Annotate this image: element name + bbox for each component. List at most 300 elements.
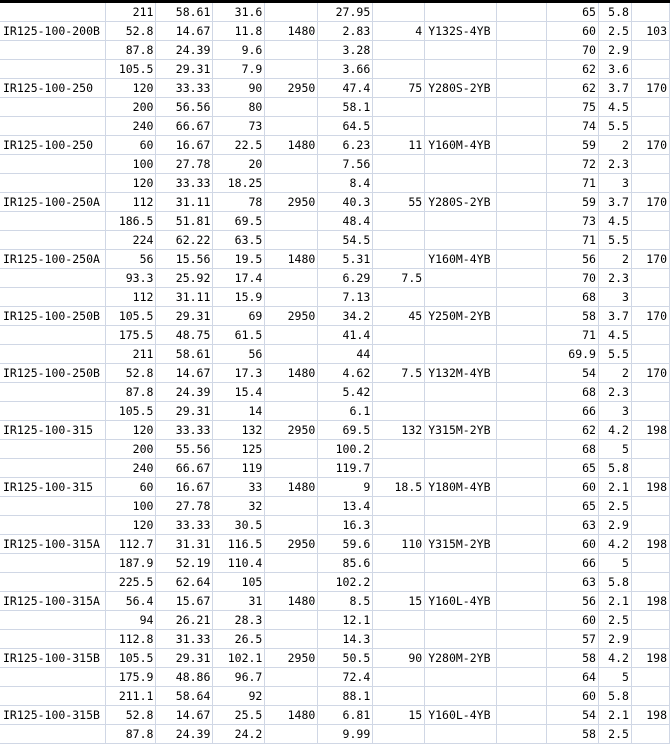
shaft-power-cell[interactable]: 5.31 — [318, 250, 373, 269]
model-cell[interactable] — [0, 41, 106, 60]
weight-cell[interactable]: 170 — [631, 250, 669, 269]
head-cell[interactable]: 63.5 — [213, 231, 265, 250]
speed-cell[interactable] — [265, 554, 318, 573]
model-cell[interactable]: IR125-100-200B — [0, 22, 106, 41]
head-cell[interactable]: 102.1 — [213, 649, 265, 668]
efficiency-cell[interactable]: 68 — [547, 288, 599, 307]
blank-cell[interactable] — [497, 3, 547, 22]
flow-m3h-cell[interactable]: 211.1 — [106, 687, 156, 706]
flow-m3h-cell[interactable]: 186.5 — [106, 212, 156, 231]
motor-model-cell[interactable] — [425, 440, 497, 459]
speed-cell[interactable] — [265, 231, 318, 250]
flow-m3h-cell[interactable]: 93.3 — [106, 269, 156, 288]
efficiency-cell[interactable]: 56 — [547, 250, 599, 269]
speed-cell[interactable]: 2950 — [265, 79, 318, 98]
motor-power-cell[interactable] — [373, 212, 425, 231]
motor-model-cell[interactable]: Y250M-2YB — [425, 307, 497, 326]
flow-ls-cell[interactable]: 62.64 — [156, 573, 213, 592]
efficiency-cell[interactable]: 66 — [547, 554, 599, 573]
npsh-cell[interactable]: 3 — [598, 288, 631, 307]
weight-cell[interactable]: 198 — [631, 535, 669, 554]
speed-cell[interactable]: 2950 — [265, 535, 318, 554]
flow-m3h-cell[interactable]: 56 — [106, 250, 156, 269]
flow-ls-cell[interactable]: 58.61 — [156, 345, 213, 364]
speed-cell[interactable] — [265, 687, 318, 706]
motor-model-cell[interactable] — [425, 288, 497, 307]
flow-ls-cell[interactable]: 26.21 — [156, 611, 213, 630]
shaft-power-cell[interactable]: 47.4 — [318, 79, 373, 98]
flow-ls-cell[interactable]: 25.92 — [156, 269, 213, 288]
shaft-power-cell[interactable]: 40.3 — [318, 193, 373, 212]
flow-m3h-cell[interactable]: 60 — [106, 478, 156, 497]
model-cell[interactable]: IR125-100-250A — [0, 193, 106, 212]
flow-ls-cell[interactable]: 66.67 — [156, 459, 213, 478]
blank-cell[interactable] — [497, 174, 547, 193]
motor-power-cell[interactable] — [373, 554, 425, 573]
head-cell[interactable]: 73 — [213, 117, 265, 136]
flow-m3h-cell[interactable]: 112 — [106, 193, 156, 212]
shaft-power-cell[interactable]: 8.4 — [318, 174, 373, 193]
model-cell[interactable] — [0, 554, 106, 573]
head-cell[interactable]: 116.5 — [213, 535, 265, 554]
shaft-power-cell[interactable]: 100.2 — [318, 440, 373, 459]
motor-model-cell[interactable] — [425, 41, 497, 60]
flow-ls-cell[interactable]: 33.33 — [156, 174, 213, 193]
head-cell[interactable]: 110.4 — [213, 554, 265, 573]
blank-cell[interactable] — [497, 497, 547, 516]
motor-model-cell[interactable] — [425, 497, 497, 516]
blank-cell[interactable] — [497, 117, 547, 136]
weight-cell[interactable] — [631, 725, 669, 744]
weight-cell[interactable] — [631, 383, 669, 402]
blank-cell[interactable] — [497, 136, 547, 155]
motor-power-cell[interactable] — [373, 573, 425, 592]
motor-power-cell[interactable] — [373, 41, 425, 60]
motor-power-cell[interactable] — [373, 231, 425, 250]
head-cell[interactable]: 26.5 — [213, 630, 265, 649]
flow-m3h-cell[interactable]: 200 — [106, 440, 156, 459]
flow-ls-cell[interactable]: 29.31 — [156, 649, 213, 668]
blank-cell[interactable] — [497, 269, 547, 288]
npsh-cell[interactable]: 5.5 — [598, 345, 631, 364]
blank-cell[interactable] — [497, 573, 547, 592]
flow-ls-cell[interactable]: 31.11 — [156, 288, 213, 307]
motor-power-cell[interactable] — [373, 155, 425, 174]
model-cell[interactable] — [0, 269, 106, 288]
npsh-cell[interactable]: 2 — [598, 136, 631, 155]
head-cell[interactable]: 92 — [213, 687, 265, 706]
npsh-cell[interactable]: 3.7 — [598, 193, 631, 212]
blank-cell[interactable] — [497, 554, 547, 573]
npsh-cell[interactable]: 3 — [598, 402, 631, 421]
speed-cell[interactable]: 2950 — [265, 307, 318, 326]
speed-cell[interactable]: 1480 — [265, 22, 318, 41]
head-cell[interactable]: 61.5 — [213, 326, 265, 345]
weight-cell[interactable]: 170 — [631, 79, 669, 98]
motor-power-cell[interactable] — [373, 668, 425, 687]
motor-power-cell[interactable] — [373, 440, 425, 459]
weight-cell[interactable] — [631, 269, 669, 288]
model-cell[interactable] — [0, 155, 106, 174]
flow-m3h-cell[interactable]: 100 — [106, 497, 156, 516]
head-cell[interactable]: 24.2 — [213, 725, 265, 744]
model-cell[interactable] — [0, 212, 106, 231]
motor-model-cell[interactable] — [425, 155, 497, 174]
efficiency-cell[interactable]: 65 — [547, 497, 599, 516]
weight-cell[interactable] — [631, 155, 669, 174]
npsh-cell[interactable]: 4.5 — [598, 98, 631, 117]
motor-model-cell[interactable]: Y280S-2YB — [425, 79, 497, 98]
shaft-power-cell[interactable]: 3.66 — [318, 60, 373, 79]
efficiency-cell[interactable]: 58 — [547, 649, 599, 668]
blank-cell[interactable] — [497, 41, 547, 60]
weight-cell[interactable] — [631, 231, 669, 250]
weight-cell[interactable] — [631, 326, 669, 345]
flow-ls-cell[interactable]: 48.75 — [156, 326, 213, 345]
efficiency-cell[interactable]: 60 — [547, 687, 599, 706]
flow-ls-cell[interactable]: 27.78 — [156, 155, 213, 174]
head-cell[interactable]: 32 — [213, 497, 265, 516]
shaft-power-cell[interactable]: 58.1 — [318, 98, 373, 117]
model-cell[interactable] — [0, 174, 106, 193]
efficiency-cell[interactable]: 63 — [547, 516, 599, 535]
flow-ls-cell[interactable]: 29.31 — [156, 402, 213, 421]
shaft-power-cell[interactable]: 8.5 — [318, 592, 373, 611]
blank-cell[interactable] — [497, 668, 547, 687]
shaft-power-cell[interactable]: 72.4 — [318, 668, 373, 687]
flow-ls-cell[interactable]: 31.33 — [156, 630, 213, 649]
speed-cell[interactable] — [265, 611, 318, 630]
shaft-power-cell[interactable]: 13.4 — [318, 497, 373, 516]
flow-m3h-cell[interactable]: 240 — [106, 117, 156, 136]
motor-model-cell[interactable] — [425, 117, 497, 136]
blank-cell[interactable] — [497, 155, 547, 174]
motor-model-cell[interactable] — [425, 269, 497, 288]
npsh-cell[interactable]: 2.5 — [598, 611, 631, 630]
flow-m3h-cell[interactable]: 94 — [106, 611, 156, 630]
weight-cell[interactable]: 170 — [631, 307, 669, 326]
weight-cell[interactable] — [631, 402, 669, 421]
motor-power-cell[interactable] — [373, 98, 425, 117]
weight-cell[interactable] — [631, 3, 669, 22]
shaft-power-cell[interactable]: 64.5 — [318, 117, 373, 136]
speed-cell[interactable]: 2950 — [265, 193, 318, 212]
shaft-power-cell[interactable]: 85.6 — [318, 554, 373, 573]
shaft-power-cell[interactable]: 16.3 — [318, 516, 373, 535]
blank-cell[interactable] — [497, 649, 547, 668]
weight-cell[interactable]: 198 — [631, 421, 669, 440]
motor-power-cell[interactable] — [373, 459, 425, 478]
flow-ls-cell[interactable]: 27.78 — [156, 497, 213, 516]
blank-cell[interactable] — [497, 630, 547, 649]
model-cell[interactable] — [0, 98, 106, 117]
flow-m3h-cell[interactable]: 60 — [106, 136, 156, 155]
speed-cell[interactable] — [265, 288, 318, 307]
flow-ls-cell[interactable]: 16.67 — [156, 136, 213, 155]
blank-cell[interactable] — [497, 687, 547, 706]
blank-cell[interactable] — [497, 231, 547, 250]
motor-power-cell[interactable]: 15 — [373, 592, 425, 611]
npsh-cell[interactable]: 2.1 — [598, 706, 631, 725]
weight-cell[interactable] — [631, 459, 669, 478]
speed-cell[interactable] — [265, 668, 318, 687]
speed-cell[interactable] — [265, 326, 318, 345]
speed-cell[interactable]: 2950 — [265, 421, 318, 440]
speed-cell[interactable] — [265, 60, 318, 79]
motor-model-cell[interactable] — [425, 668, 497, 687]
blank-cell[interactable] — [497, 326, 547, 345]
motor-model-cell[interactable] — [425, 3, 497, 22]
weight-cell[interactable] — [631, 60, 669, 79]
efficiency-cell[interactable]: 59 — [547, 136, 599, 155]
flow-ls-cell[interactable]: 48.86 — [156, 668, 213, 687]
flow-ls-cell[interactable]: 16.67 — [156, 478, 213, 497]
speed-cell[interactable]: 2950 — [265, 649, 318, 668]
speed-cell[interactable] — [265, 459, 318, 478]
shaft-power-cell[interactable]: 59.6 — [318, 535, 373, 554]
npsh-cell[interactable]: 2.3 — [598, 269, 631, 288]
weight-cell[interactable]: 170 — [631, 364, 669, 383]
model-cell[interactable]: IR125-100-315 — [0, 421, 106, 440]
head-cell[interactable]: 125 — [213, 440, 265, 459]
flow-m3h-cell[interactable]: 105.5 — [106, 649, 156, 668]
motor-power-cell[interactable] — [373, 174, 425, 193]
head-cell[interactable]: 105 — [213, 573, 265, 592]
weight-cell[interactable] — [631, 516, 669, 535]
blank-cell[interactable] — [497, 725, 547, 744]
model-cell[interactable] — [0, 117, 106, 136]
motor-power-cell[interactable]: 7.5 — [373, 364, 425, 383]
shaft-power-cell[interactable]: 27.95 — [318, 3, 373, 22]
model-cell[interactable] — [0, 459, 106, 478]
flow-ls-cell[interactable]: 33.33 — [156, 516, 213, 535]
efficiency-cell[interactable]: 65 — [547, 459, 599, 478]
npsh-cell[interactable]: 5.8 — [598, 3, 631, 22]
motor-model-cell[interactable] — [425, 611, 497, 630]
head-cell[interactable]: 30.5 — [213, 516, 265, 535]
efficiency-cell[interactable]: 66 — [547, 402, 599, 421]
efficiency-cell[interactable]: 73 — [547, 212, 599, 231]
model-cell[interactable] — [0, 326, 106, 345]
blank-cell[interactable] — [497, 706, 547, 725]
model-cell[interactable] — [0, 288, 106, 307]
weight-cell[interactable] — [631, 554, 669, 573]
speed-cell[interactable] — [265, 117, 318, 136]
weight-cell[interactable]: 198 — [631, 478, 669, 497]
efficiency-cell[interactable]: 68 — [547, 440, 599, 459]
flow-m3h-cell[interactable]: 112.7 — [106, 535, 156, 554]
model-cell[interactable]: IR125-100-250 — [0, 79, 106, 98]
blank-cell[interactable] — [497, 288, 547, 307]
flow-m3h-cell[interactable]: 200 — [106, 98, 156, 117]
flow-m3h-cell[interactable]: 52.8 — [106, 364, 156, 383]
head-cell[interactable]: 18.25 — [213, 174, 265, 193]
motor-model-cell[interactable] — [425, 725, 497, 744]
blank-cell[interactable] — [497, 250, 547, 269]
model-cell[interactable]: IR125-100-315B — [0, 706, 106, 725]
weight-cell[interactable] — [631, 288, 669, 307]
weight-cell[interactable]: 198 — [631, 649, 669, 668]
flow-ls-cell[interactable]: 62.22 — [156, 231, 213, 250]
motor-power-cell[interactable]: 4 — [373, 22, 425, 41]
flow-ls-cell[interactable]: 14.67 — [156, 706, 213, 725]
flow-m3h-cell[interactable]: 224 — [106, 231, 156, 250]
efficiency-cell[interactable]: 70 — [547, 269, 599, 288]
motor-power-cell[interactable]: 7.5 — [373, 269, 425, 288]
shaft-power-cell[interactable]: 7.56 — [318, 155, 373, 174]
flow-ls-cell[interactable]: 14.67 — [156, 22, 213, 41]
model-cell[interactable] — [0, 440, 106, 459]
head-cell[interactable]: 78 — [213, 193, 265, 212]
shaft-power-cell[interactable]: 7.13 — [318, 288, 373, 307]
motor-model-cell[interactable]: Y180M-4YB — [425, 478, 497, 497]
flow-m3h-cell[interactable]: 100 — [106, 155, 156, 174]
motor-model-cell[interactable] — [425, 459, 497, 478]
shaft-power-cell[interactable]: 41.4 — [318, 326, 373, 345]
motor-power-cell[interactable] — [373, 611, 425, 630]
efficiency-cell[interactable]: 74 — [547, 117, 599, 136]
flow-m3h-cell[interactable]: 120 — [106, 79, 156, 98]
blank-cell[interactable] — [497, 307, 547, 326]
model-cell[interactable] — [0, 497, 106, 516]
flow-ls-cell[interactable]: 15.56 — [156, 250, 213, 269]
speed-cell[interactable]: 1480 — [265, 478, 318, 497]
shaft-power-cell[interactable]: 9 — [318, 478, 373, 497]
head-cell[interactable]: 20 — [213, 155, 265, 174]
flow-m3h-cell[interactable]: 120 — [106, 421, 156, 440]
head-cell[interactable]: 56 — [213, 345, 265, 364]
efficiency-cell[interactable]: 62 — [547, 421, 599, 440]
model-cell[interactable]: IR125-100-250 — [0, 136, 106, 155]
efficiency-cell[interactable]: 71 — [547, 231, 599, 250]
speed-cell[interactable] — [265, 402, 318, 421]
npsh-cell[interactable]: 5.8 — [598, 459, 631, 478]
speed-cell[interactable] — [265, 269, 318, 288]
flow-m3h-cell[interactable]: 120 — [106, 516, 156, 535]
flow-m3h-cell[interactable]: 175.5 — [106, 326, 156, 345]
flow-m3h-cell[interactable]: 52.8 — [106, 22, 156, 41]
weight-cell[interactable] — [631, 573, 669, 592]
flow-ls-cell[interactable]: 51.81 — [156, 212, 213, 231]
motor-power-cell[interactable]: 55 — [373, 193, 425, 212]
flow-m3h-cell[interactable]: 87.8 — [106, 383, 156, 402]
weight-cell[interactable] — [631, 41, 669, 60]
weight-cell[interactable] — [631, 687, 669, 706]
efficiency-cell[interactable]: 56 — [547, 592, 599, 611]
flow-ls-cell[interactable]: 24.39 — [156, 383, 213, 402]
weight-cell[interactable]: 170 — [631, 136, 669, 155]
efficiency-cell[interactable]: 62 — [547, 79, 599, 98]
npsh-cell[interactable]: 3.7 — [598, 79, 631, 98]
flow-m3h-cell[interactable]: 211 — [106, 3, 156, 22]
blank-cell[interactable] — [497, 383, 547, 402]
motor-model-cell[interactable]: Y315M-2YB — [425, 535, 497, 554]
blank-cell[interactable] — [497, 98, 547, 117]
shaft-power-cell[interactable]: 14.3 — [318, 630, 373, 649]
head-cell[interactable]: 80 — [213, 98, 265, 117]
model-cell[interactable] — [0, 668, 106, 687]
speed-cell[interactable] — [265, 155, 318, 174]
shaft-power-cell[interactable]: 6.29 — [318, 269, 373, 288]
shaft-power-cell[interactable]: 6.23 — [318, 136, 373, 155]
flow-m3h-cell[interactable]: 112.8 — [106, 630, 156, 649]
weight-cell[interactable]: 170 — [631, 193, 669, 212]
efficiency-cell[interactable]: 54 — [547, 364, 599, 383]
npsh-cell[interactable]: 5.8 — [598, 573, 631, 592]
npsh-cell[interactable]: 5.5 — [598, 117, 631, 136]
shaft-power-cell[interactable]: 3.28 — [318, 41, 373, 60]
blank-cell[interactable] — [497, 592, 547, 611]
motor-model-cell[interactable] — [425, 402, 497, 421]
motor-model-cell[interactable] — [425, 630, 497, 649]
flow-ls-cell[interactable]: 29.31 — [156, 60, 213, 79]
flow-m3h-cell[interactable]: 56.4 — [106, 592, 156, 611]
motor-power-cell[interactable] — [373, 3, 425, 22]
weight-cell[interactable] — [631, 212, 669, 231]
head-cell[interactable]: 31 — [213, 592, 265, 611]
efficiency-cell[interactable]: 75 — [547, 98, 599, 117]
speed-cell[interactable]: 1480 — [265, 364, 318, 383]
model-cell[interactable]: IR125-100-315 — [0, 478, 106, 497]
efficiency-cell[interactable]: 71 — [547, 326, 599, 345]
motor-model-cell[interactable]: Y132M-4YB — [425, 364, 497, 383]
npsh-cell[interactable]: 2.5 — [598, 497, 631, 516]
speed-cell[interactable] — [265, 516, 318, 535]
head-cell[interactable]: 31.6 — [213, 3, 265, 22]
model-cell[interactable] — [0, 611, 106, 630]
motor-power-cell[interactable] — [373, 497, 425, 516]
shaft-power-cell[interactable]: 9.99 — [318, 725, 373, 744]
flow-m3h-cell[interactable]: 225.5 — [106, 573, 156, 592]
speed-cell[interactable] — [265, 383, 318, 402]
head-cell[interactable]: 19.5 — [213, 250, 265, 269]
model-cell[interactable] — [0, 345, 106, 364]
model-cell[interactable]: IR125-100-315B — [0, 649, 106, 668]
flow-m3h-cell[interactable]: 240 — [106, 459, 156, 478]
motor-model-cell[interactable] — [425, 516, 497, 535]
motor-model-cell[interactable]: Y160L-4YB — [425, 706, 497, 725]
npsh-cell[interactable]: 3.6 — [598, 60, 631, 79]
blank-cell[interactable] — [497, 193, 547, 212]
shaft-power-cell[interactable]: 12.1 — [318, 611, 373, 630]
model-cell[interactable]: IR125-100-250B — [0, 307, 106, 326]
npsh-cell[interactable]: 3 — [598, 174, 631, 193]
flow-m3h-cell[interactable]: 105.5 — [106, 402, 156, 421]
motor-power-cell[interactable] — [373, 60, 425, 79]
npsh-cell[interactable]: 2.9 — [598, 41, 631, 60]
shaft-power-cell[interactable]: 2.83 — [318, 22, 373, 41]
efficiency-cell[interactable]: 65 — [547, 3, 599, 22]
flow-ls-cell[interactable]: 15.67 — [156, 592, 213, 611]
model-cell[interactable] — [0, 383, 106, 402]
flow-ls-cell[interactable]: 31.11 — [156, 193, 213, 212]
flow-ls-cell[interactable]: 56.56 — [156, 98, 213, 117]
npsh-cell[interactable]: 2.3 — [598, 155, 631, 174]
npsh-cell[interactable]: 2.9 — [598, 516, 631, 535]
efficiency-cell[interactable]: 70 — [547, 41, 599, 60]
efficiency-cell[interactable]: 60 — [547, 535, 599, 554]
motor-model-cell[interactable]: Y160M-4YB — [425, 136, 497, 155]
flow-m3h-cell[interactable]: 87.8 — [106, 725, 156, 744]
speed-cell[interactable]: 1480 — [265, 592, 318, 611]
motor-model-cell[interactable]: Y160L-4YB — [425, 592, 497, 611]
efficiency-cell[interactable]: 60 — [547, 478, 599, 497]
shaft-power-cell[interactable]: 4.62 — [318, 364, 373, 383]
efficiency-cell[interactable]: 63 — [547, 573, 599, 592]
npsh-cell[interactable]: 5.5 — [598, 231, 631, 250]
shaft-power-cell[interactable]: 6.1 — [318, 402, 373, 421]
model-cell[interactable] — [0, 60, 106, 79]
